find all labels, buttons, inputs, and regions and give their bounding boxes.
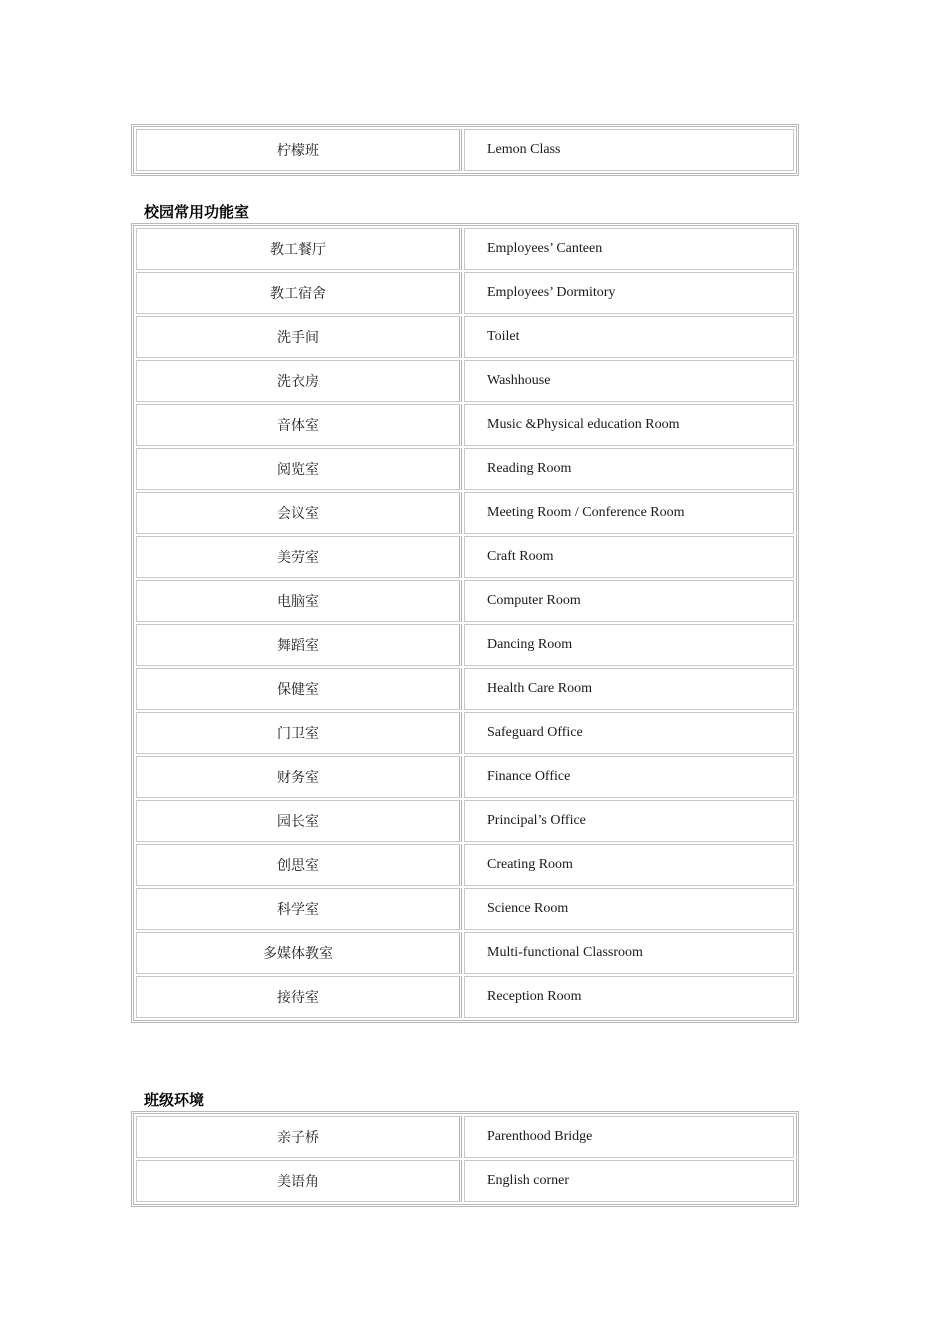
chinese-term-cell: 创思室 <box>136 844 462 886</box>
english-term-cell: Lemon Class <box>464 129 794 171</box>
english-term-cell: Toilet <box>464 316 794 358</box>
english-term-cell: Dancing Room <box>464 624 794 666</box>
table-row <box>136 580 794 622</box>
chinese-term-cell: 电脑室 <box>136 580 462 622</box>
lemon-class-table-body <box>136 129 794 171</box>
section-heading-class-environment: 班级环境 <box>144 1091 205 1109</box>
table-row <box>136 228 794 270</box>
english-term-cell: Safeguard Office <box>464 712 794 754</box>
english-term-cell: Multi-functional Classroom <box>464 932 794 974</box>
english-term-cell: Creating Room <box>464 844 794 886</box>
english-term-cell: Music &Physical education Room <box>464 404 794 446</box>
table-row <box>136 448 794 490</box>
table-row <box>136 756 794 798</box>
english-term-cell: Washhouse <box>464 360 794 402</box>
chinese-term-cell: 美劳室 <box>136 536 462 578</box>
chinese-term-cell: 音体室 <box>136 404 462 446</box>
chinese-term-cell: 教工宿舍 <box>136 272 462 314</box>
chinese-term-cell: 柠檬班 <box>136 129 462 171</box>
table-row <box>136 976 794 1018</box>
chinese-term-cell: 保健室 <box>136 668 462 710</box>
chinese-term-cell: 门卫室 <box>136 712 462 754</box>
english-term-cell: Parenthood Bridge <box>464 1116 794 1158</box>
chinese-term-cell: 舞蹈室 <box>136 624 462 666</box>
class-environment-table <box>131 1111 799 1207</box>
english-term-cell: Meeting Room / Conference Room <box>464 492 794 534</box>
table-row <box>136 624 794 666</box>
table-row <box>136 712 794 754</box>
english-term-cell: Health Care Room <box>464 668 794 710</box>
table-row <box>136 316 794 358</box>
functional-rooms-table-body <box>136 228 794 1018</box>
english-term-cell: Science Room <box>464 888 794 930</box>
table-row <box>136 668 794 710</box>
table-row <box>136 536 794 578</box>
table-row <box>136 1116 794 1158</box>
chinese-term-cell: 教工餐厅 <box>136 228 462 270</box>
table-row <box>136 492 794 534</box>
table-row <box>136 800 794 842</box>
english-term-cell: Craft Room <box>464 536 794 578</box>
chinese-term-cell: 多媒体教室 <box>136 932 462 974</box>
chinese-term-cell: 洗衣房 <box>136 360 462 402</box>
table-row <box>136 404 794 446</box>
chinese-term-cell: 会议室 <box>136 492 462 534</box>
class-environment-table-body <box>136 1116 794 1202</box>
english-term-cell: Finance Office <box>464 756 794 798</box>
table-row <box>136 1160 794 1202</box>
english-term-cell: English corner <box>464 1160 794 1202</box>
english-term-cell: Reading Room <box>464 448 794 490</box>
english-term-cell: Reception Room <box>464 976 794 1018</box>
chinese-term-cell: 洗手间 <box>136 316 462 358</box>
table-row <box>136 932 794 974</box>
english-term-cell: Computer Room <box>464 580 794 622</box>
english-term-cell: Employees’ Dormitory <box>464 272 794 314</box>
section-heading-functional-rooms: 校园常用功能室 <box>144 203 250 221</box>
chinese-term-cell: 接待室 <box>136 976 462 1018</box>
table-row <box>136 272 794 314</box>
functional-rooms-table <box>131 223 799 1023</box>
chinese-term-cell: 园长室 <box>136 800 462 842</box>
table-row <box>136 888 794 930</box>
chinese-term-cell: 阅览室 <box>136 448 462 490</box>
table-row <box>136 129 794 171</box>
english-term-cell: Principal’s Office <box>464 800 794 842</box>
lemon-class-table <box>131 124 799 176</box>
chinese-term-cell: 美语角 <box>136 1160 462 1202</box>
chinese-term-cell: 科学室 <box>136 888 462 930</box>
table-row <box>136 360 794 402</box>
chinese-term-cell: 亲子桥 <box>136 1116 462 1158</box>
table-row <box>136 844 794 886</box>
chinese-term-cell: 财务室 <box>136 756 462 798</box>
english-term-cell: Employees’ Canteen <box>464 228 794 270</box>
